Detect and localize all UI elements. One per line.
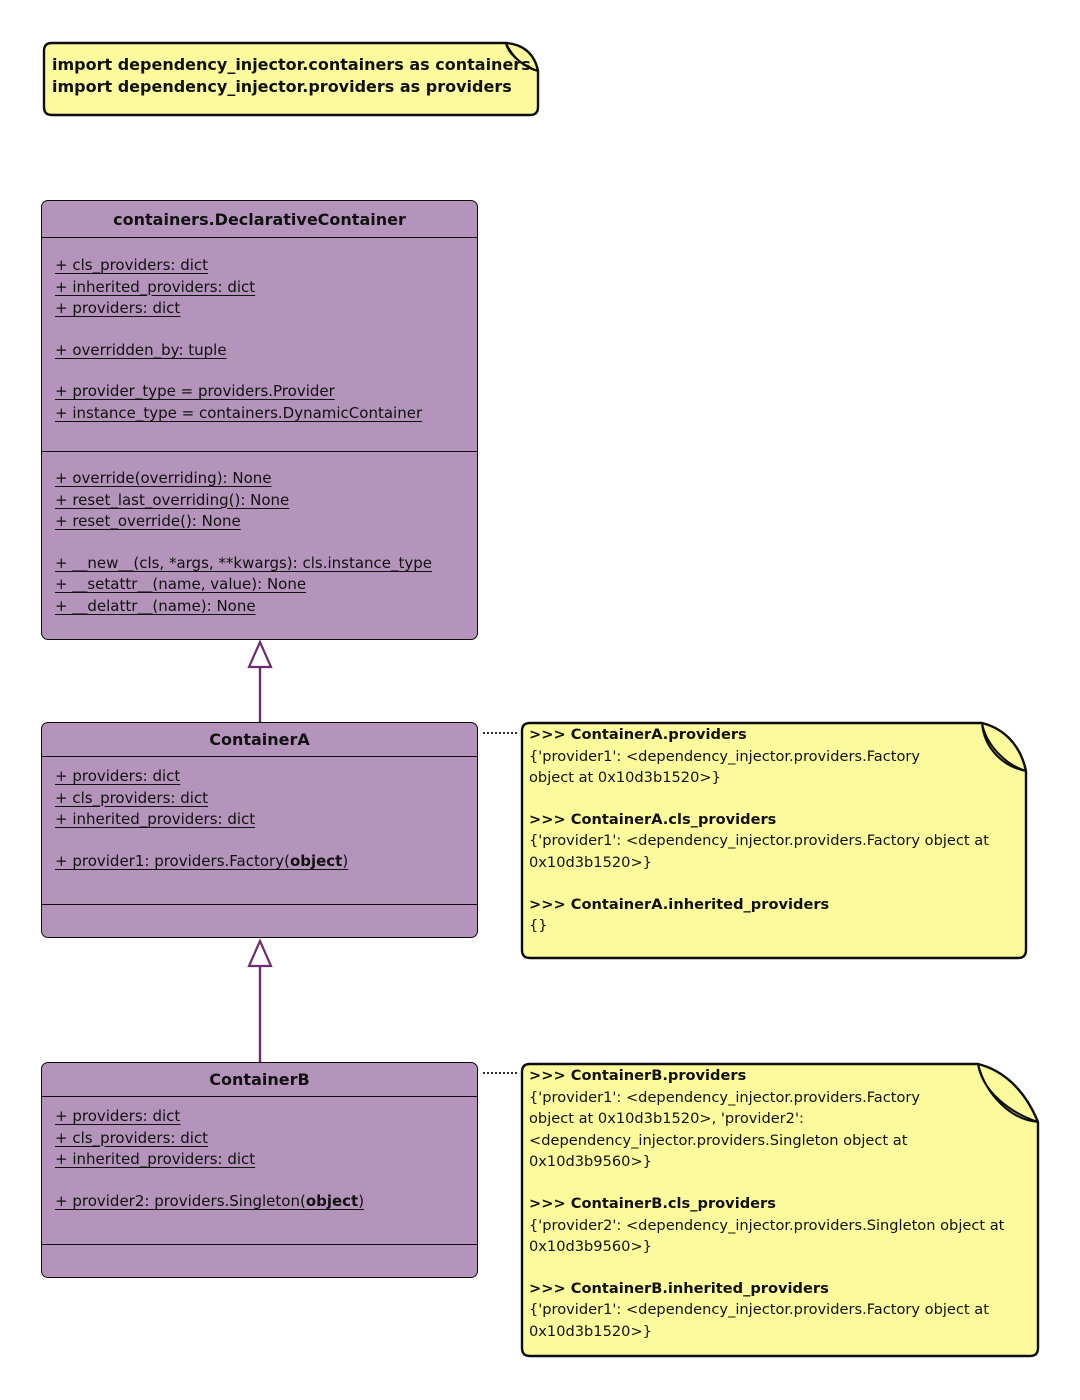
- class-attribute: + provider_type = providers.Provider: [55, 382, 335, 401]
- import-note: [42, 41, 540, 117]
- repl-command: >>> ContainerA.inherited_providers: [529, 895, 830, 913]
- repl-block: [529, 894, 1024, 937]
- class-attribute-provider: [55, 851, 477, 873]
- class-attribute: + inherited_providers: dict: [55, 810, 256, 829]
- class-method: + __new__(cls, *args, **kwargs): cls.instance_type: [55, 553, 433, 572]
- class-attribute: + cls_providers: dict: [55, 256, 209, 274]
- repl-output-line: {'provider1': <dependency_injector.providers.Factory: [529, 1088, 921, 1106]
- repl-output-line: {'provider1': <dependency_injector.providers.Factory: [529, 747, 921, 765]
- class-box-container-a: [41, 722, 478, 938]
- repl-output-line: 0x10d3b1520>}: [529, 1322, 652, 1340]
- repl-command: >>> ContainerB.inherited_providers: [529, 1279, 829, 1297]
- repl-output-line: 0x10d3b9560>}: [529, 1238, 652, 1256]
- class-box-declarative-container: [41, 200, 478, 640]
- repl-command: >>> ContainerB.cls_providers: [529, 1194, 776, 1212]
- class-title: ContainerA: [42, 723, 477, 757]
- class-method: + reset_last_overriding(): None: [55, 490, 290, 509]
- attribute-group: [55, 381, 477, 424]
- class-attributes-section: [42, 1097, 477, 1245]
- method-group: [55, 553, 477, 618]
- repl-output-line: <dependency_injector.providers.Singleton object at: [529, 1131, 908, 1149]
- repl-command: >>> ContainerA.cls_providers: [529, 810, 777, 828]
- repl-block: [529, 1065, 1036, 1173]
- import-line: import dependency_injector.containers as containers: [52, 55, 531, 74]
- class-attribute: + providers: dict: [55, 299, 181, 318]
- attribute-group: [55, 1106, 477, 1171]
- repl-command: >>> ContainerB.providers: [529, 1067, 747, 1084]
- repl-output-line: 0x10d3b1520>}: [529, 853, 652, 871]
- attribute-group: [55, 851, 477, 873]
- attribute-group: [55, 255, 477, 320]
- repl-output-line: 0x10d3b9560>}: [529, 1153, 652, 1171]
- note-link-container-a: [483, 732, 517, 734]
- class-box-container-b: [41, 1062, 478, 1278]
- note-text: [520, 1062, 1040, 1358]
- class-method: + reset_override(): None: [55, 512, 241, 531]
- class-attributes-section: [42, 757, 477, 905]
- provider-line-post: ): [358, 1191, 365, 1210]
- class-attribute: + overridden_by: tuple: [55, 340, 227, 359]
- class-attribute: + inherited_providers: dict: [55, 277, 256, 296]
- class-title: ContainerB: [42, 1063, 477, 1097]
- class-methods-section-empty: [42, 1245, 477, 1277]
- import-line: import dependency_injector.providers as providers: [52, 76, 512, 96]
- repl-block: [529, 1193, 1036, 1258]
- class-title: containers.DeclarativeContainer: [42, 201, 477, 238]
- class-methods-section: [42, 452, 477, 639]
- provider-line-post: ): [342, 851, 349, 870]
- class-attributes-section: [42, 238, 477, 452]
- provider-line-bold: object: [305, 1191, 359, 1210]
- import-note-text: [42, 41, 540, 117]
- class-method: + override(overriding): None: [55, 469, 272, 487]
- attribute-group: [55, 1191, 477, 1213]
- class-attribute: + cls_providers: dict: [55, 1128, 209, 1147]
- repl-block: [529, 809, 1024, 874]
- class-attribute: + inherited_providers: dict: [55, 1150, 256, 1169]
- class-method: + __delattr__(name): None: [55, 596, 256, 615]
- note-link-container-b: [483, 1072, 517, 1074]
- class-attribute: + instance_type = containers.DynamicContainer: [55, 403, 423, 422]
- repl-output-line: {'provider1': <dependency_injector.providers.Factory object at: [529, 1301, 989, 1319]
- class-method: + __setattr__(name, value): None: [55, 575, 307, 594]
- class-methods-section-empty: [42, 905, 477, 937]
- provider-line-pre: + provider2: providers.Singleton(: [55, 1191, 306, 1210]
- inheritance-arrow-icon: [245, 939, 275, 1063]
- note-container-a: [520, 721, 1028, 960]
- repl-block: [529, 1278, 1036, 1343]
- repl-output-line: object at 0x10d3b1520>}: [529, 769, 721, 787]
- repl-output-line: {'provider2': <dependency_injector.providers.Singleton object at: [529, 1216, 1005, 1234]
- method-group: [55, 468, 477, 533]
- class-attribute-provider: [55, 1191, 477, 1213]
- provider-line-pre: + provider1: providers.Factory(: [55, 851, 290, 870]
- attribute-group: [55, 766, 477, 831]
- class-attribute: + cls_providers: dict: [55, 788, 209, 807]
- repl-output-line: {'provider1': <dependency_injector.providers.Factory object at: [529, 832, 989, 850]
- note-text: [520, 721, 1028, 960]
- inheritance-arrow-icon: [245, 640, 275, 723]
- repl-output-line: object at 0x10d3b1520>, 'provider2':: [529, 1110, 804, 1128]
- note-container-b: [520, 1062, 1040, 1358]
- class-attribute: + providers: dict: [55, 1107, 181, 1125]
- repl-command: >>> ContainerA.providers: [529, 726, 747, 743]
- class-attribute: + providers: dict: [55, 767, 181, 785]
- repl-output-line: {}: [529, 917, 548, 935]
- attribute-group: [55, 340, 477, 362]
- provider-line-bold: object: [289, 851, 343, 870]
- repl-block: [529, 724, 1024, 789]
